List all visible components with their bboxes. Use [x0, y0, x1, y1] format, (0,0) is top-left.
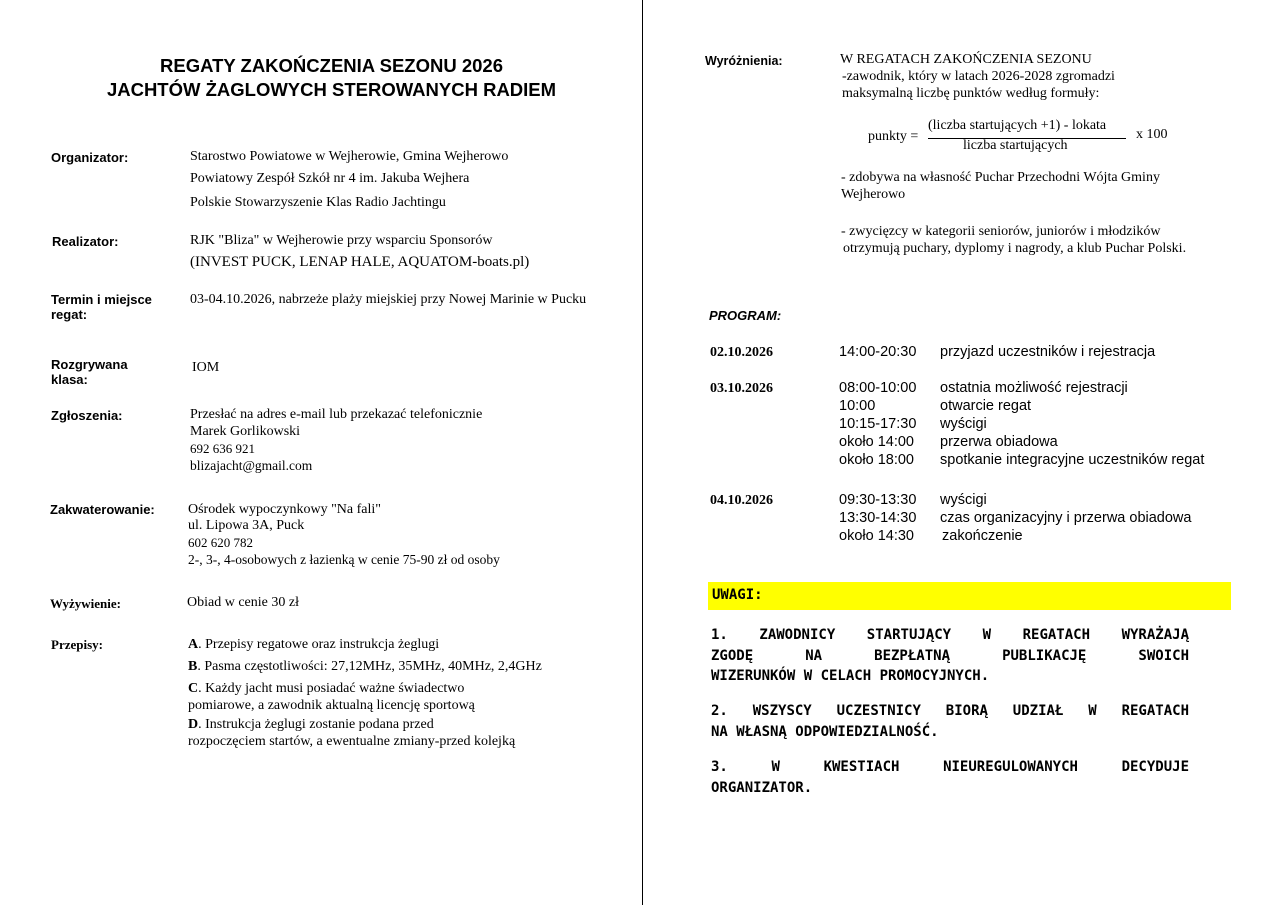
program-event: wyścigi	[940, 416, 987, 432]
uwagi-note-line: ZGODĘ NA BEZPŁATNĄ PUBLIKACJĘ SWOICH	[711, 647, 1189, 664]
przepisy-item-b: B. Pasma częstotliwości: 27,12MHz, 35MHz, 40MHz, 2,4GHz	[188, 659, 542, 674]
zakwaterowanie-line: ul. Lipowa 3A, Puck	[188, 518, 305, 533]
program-label: PROGRAM:	[709, 308, 782, 323]
zakwaterowanie-line: Ośrodek wypoczynkowy "Na fali"	[188, 502, 381, 517]
program-event: przyjazd uczestników i rejestracja	[940, 344, 1156, 360]
program-time: 10:15-17:30	[839, 416, 917, 432]
page-divider	[642, 0, 643, 905]
wyroznienia-para2-line: Wejherowo	[841, 187, 906, 202]
uwagi-note-line: NA WŁASNĄ ODPOWIEDZIALNOŚĆ.	[711, 723, 939, 740]
uwagi-heading: UWAGI:	[712, 587, 763, 603]
organizator-line: Starostwo Powiatowe w Wejherowie, Gmina Wejherowo	[190, 149, 509, 164]
przepisy-item-c: C. Każdy jacht musi posiadać ważne świadectwo	[188, 681, 465, 696]
realizator-label: Realizator:	[52, 234, 119, 249]
organizator-line: Powiatowy Zespół Szkół nr 4 im. Jakuba Wejhera	[190, 171, 470, 186]
program-time: 08:00-10:00	[839, 380, 917, 396]
wyroznienia-intro-line: maksymalną liczbę punktów według formuły:	[842, 86, 1100, 101]
wyroznienia-para3-line: otrzymują puchary, dyplomy i nagrody, a klub Puchar Polski.	[843, 241, 1187, 256]
zgloszenia-line: Marek Gorlikowski	[190, 424, 301, 439]
uwagi-note-2	[711, 701, 1189, 742]
wyroznienia-para3-line: - zwycięzcy w kategorii seniorów, juniorów i młodzików	[841, 224, 1161, 239]
termin-label-line1: Termin i miejsce	[51, 292, 152, 307]
zgloszenia-email: blizajacht@gmail.com	[190, 458, 313, 473]
zgloszenia-label: Zgłoszenia:	[51, 408, 123, 423]
program-event: czas organizacyjny i przerwa obiadowa	[940, 510, 1192, 526]
program-time: około 14:00	[839, 434, 914, 450]
przepisy-item-a: A. Przepisy regatowe oraz instrukcja żeglugi	[188, 637, 440, 652]
przepisy-item-c-cont: pomiarowe, a zawodnik aktualną licencję sportową	[188, 698, 475, 713]
uwagi-note-line: 3. W KWESTIACH NIEUREGULOWANYCH DECYDUJE	[711, 759, 1189, 775]
wyzywienie-label: Wyżywienie:	[50, 596, 121, 611]
program-time: 09:30-13:30	[839, 492, 917, 508]
program-event: przerwa obiadowa	[940, 434, 1058, 450]
zgloszenia-line: Przesłać na adres e-mail lub przekazać telefonicznie	[190, 407, 483, 422]
uwagi-note-line: 1. ZAWODNICY STARTUJĄCY W REGATACH WYRAŻAJĄ	[711, 627, 1189, 643]
uwagi-note-line: WIZERUNKÓW W CELACH PROMOCYJNYCH.	[711, 668, 990, 684]
formula-lhs: punkty =	[868, 129, 919, 144]
wyroznienia-para2-line: - zdobywa na własność Puchar Przechodni Wójta Gminy	[841, 170, 1160, 185]
uwagi-note-line: ORGANIZATOR.	[711, 779, 813, 796]
zgloszenia-phone: 692 636 921	[190, 441, 255, 456]
klasa-label-line1: Rozgrywana	[51, 357, 128, 372]
program-event: otwarcie regat	[940, 398, 1032, 414]
program-date: 04.10.2026	[710, 493, 773, 508]
przepisy-label: Przepisy:	[51, 637, 103, 652]
termin-label-line2: regat:	[51, 307, 88, 322]
uwagi-note-3	[711, 757, 1189, 798]
formula-denominator: liczba startujących	[963, 138, 1068, 153]
program-time: 10:00	[839, 398, 876, 414]
przepisy-item-d: D. Instrukcja żeglugi zostanie podana przed	[188, 717, 434, 732]
document-title-line2: JACHTÓW ŻAGLOWYCH STEROWANYCH RADIEM	[106, 79, 557, 100]
zakwaterowanie-label: Zakwaterowanie:	[50, 502, 155, 517]
realizator-line: RJK "Bliza" w Wejherowie przy wsparciu Sponsorów	[190, 233, 493, 248]
uwagi-note-line: 2. WSZYSCY UCZESTNICY BIORĄ UDZIAŁ W REGATACH	[711, 703, 1189, 719]
program-date: 03.10.2026	[710, 381, 773, 396]
program-event: zakończenie	[942, 528, 1023, 544]
zakwaterowanie-phone: 602 620 782	[188, 535, 253, 550]
wyroznienia-intro-line: W REGATACH ZAKOŃCZENIA SEZONU	[840, 52, 1092, 67]
organizator-label: Organizator:	[51, 150, 129, 165]
przepisy-item-d-cont: rozpoczęciem startów, a ewentualne zmiany-przed kolejką	[188, 734, 516, 749]
klasa-label-line2: klasa:	[51, 372, 88, 387]
realizator-line: (INVEST PUCK, LENAP HALE, AQUATOM-boats.pl)	[190, 254, 530, 270]
formula-numerator: (liczba startujących +1) - lokata	[928, 118, 1107, 133]
program-time: około 14:30	[839, 528, 914, 544]
termin-value: 03-04.10.2026, nabrzeże plaży miejskiej przy Nowej Marinie w Pucku	[190, 292, 587, 307]
organizator-line: Polskie Stowarzyszenie Klas Radio Jachtingu	[190, 195, 446, 210]
program-time: 14:00-20:30	[839, 344, 917, 360]
program-time: około 18:00	[839, 452, 914, 468]
program-event: spotkanie integracyjne uczestników regat	[940, 452, 1205, 468]
program-event: wyścigi	[940, 492, 987, 508]
program-time: 13:30-14:30	[839, 510, 917, 526]
formula-multiplier: x 100	[1136, 127, 1168, 142]
uwagi-highlight	[708, 582, 1231, 610]
wyzywienie-value: Obiad w cenie 30 zł	[187, 595, 299, 610]
wyroznienia-intro-line: -zawodnik, który w latach 2026-2028 zgromadzi	[842, 69, 1115, 84]
zakwaterowanie-line: 2-, 3-, 4-osobowych z łazienką w cenie 75-90 zł od osoby	[188, 552, 500, 567]
program-date: 02.10.2026	[710, 345, 773, 360]
wyroznienia-label: Wyróżnienia:	[705, 54, 783, 68]
uwagi-note-1	[711, 625, 1189, 687]
document-title-line1: REGATY ZAKOŃCZENIA SEZONU 2026	[160, 55, 503, 76]
program-event: ostatnia możliwość rejestracji	[940, 380, 1128, 396]
klasa-value: IOM	[192, 360, 220, 375]
